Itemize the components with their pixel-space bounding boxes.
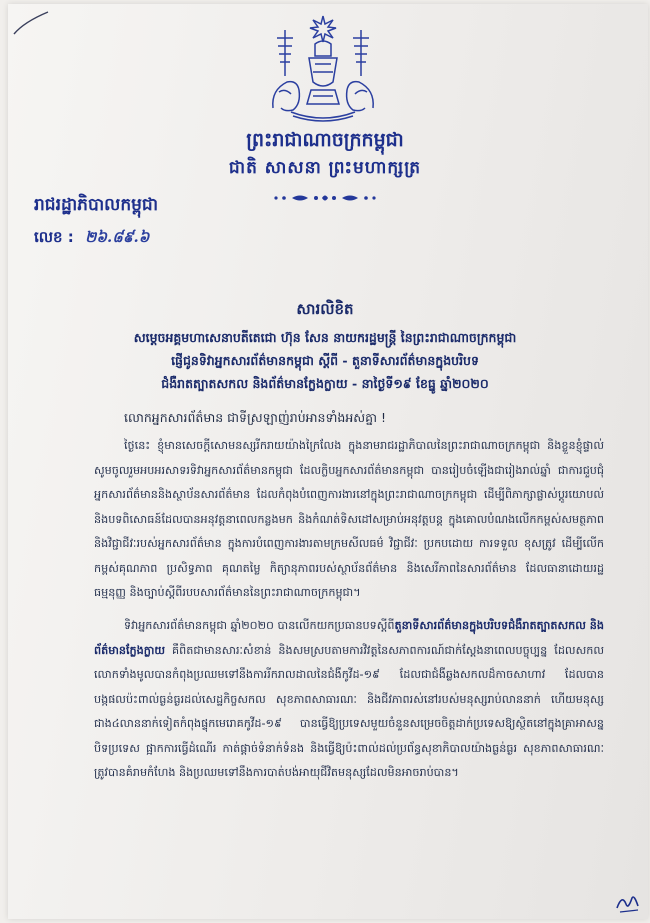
paragraph-2-start: ទិវាអ្នកសារព័ត៌មានកម្ពុជា ឆ្នាំ២០២០ បានលើកយកប្រធានបទស្តីពី <box>124 619 395 632</box>
letter-subtitle-line-3: ជំងឺរាតត្បាតសកល និងព័ត៌មានក្លែងក្លាយ - នាថ្ងៃទី១៩ ខែធ្នូ ឆ្នាំ២០២០ <box>161 376 489 391</box>
paragraph-2 <box>94 614 604 786</box>
national-motto: ជាតិ សាសនា ព្រះមហាក្សត្រ <box>228 158 422 178</box>
letter-title: សារលិខិត <box>296 300 354 318</box>
reference-line <box>34 228 149 250</box>
kingdom-heading: ព្រះរាជាណាចក្រកម្ពុជា <box>246 129 404 151</box>
reference-number: ២៦.៨៩.៦ <box>85 228 150 246</box>
paragraph-2-topic: តួនាទីសារព័ត៌មានក្នុងបរិបទជំងឺរាតត្បាតសកល និងព័ត៌មានក្លែងក្លាយ <box>94 619 604 657</box>
pen-mark-icon <box>12 8 52 36</box>
decorative-divider-icon <box>270 191 380 205</box>
letter-subtitle-line-2: ផ្ញើជូនទិវាអ្នកសារព័ត៌មានកម្ពុជា ស្តីពី - តួនាទីសារព័ត៌មានក្នុងបរិបទ <box>171 353 479 368</box>
royal-coat-of-arms-icon <box>263 12 383 124</box>
reference-label: លេខ : <box>34 228 74 246</box>
salutation: លោកអ្នកសារព័ត៌មាន ជាទីស្រឡាញ់រាប់អានទាំងអស់គ្នា ! <box>124 410 387 425</box>
paragraph-1: ថ្ងៃនេះ ខ្ញុំមានសេចក្តីសោមនស្សរីករាយយ៉ាងក្រៃលែង ក្នុងនាមរាជរដ្ឋាភិបាលនៃព្រះរាជាណាចក្រកម្ពុជា និងខ្លួនខ្ញុំផ្ទាល់ សូមចូលរួមអបអរសាទរទិវាអ្នកសារព័ត៌មានកម្ពុជា ដែលក្លិបអ្នកសារព័ត៌មានកម្ពុជា បានរៀបចំឡើងជារៀងរាល់ឆ្នាំ ជាការជួបជុំអ្នកសារព័ត៌មាននិងស្ថាប័នសារព័ត៌មាន ដែលកំពុងបំពេញការងារនៅក្នុងព្រះរាជាណាចក្រកម្ពុជា ដើម្បីពិភាក្សាផ្លាស់ប្តូរយោបល់ និងបទពិសោធន៍ដែលបានអនុវត្តនាពេលកន្លងមក និងកំណត់ទិសដៅសម្រាប់អនុវត្តបន្ត ក្នុងគោលបំណងលើកកម្ពស់សមត្ថភាពនិងវិជ្ជាជីវៈរបស់អ្នកសារព័ត៌មាន ក្នុងការបំពេញការងារតាមក្រមសីលធម៌ វិជ្ជាជីវៈ ប្រកបដោយ ការទទួល ខុសត្រូវ ដើម្បីលើកកម្ពស់គុណភាព ប្រសិទ្ធភាព គុណតម្លៃ កិត្យានុភាពរបស់ស្ថាប័នព័ត៌មាន និងសេរីភាពនៃសារព័ត៌មាន ដែលធានាដោយរដ្ឋធម្មនុញ្ញ និងច្បាប់ស្តីពីរបបសារព័ត៌មាននៃព្រះរាជាណាចក្រកម្ពុជា។ <box>94 439 604 599</box>
letter-subtitle-line-1: សម្តេចអគ្គមហាសេនាបតីតេជោ ហ៊ុន សែន នាយករដ្ឋមន្ត្រី នៃព្រះរាជាណាចក្រកម្ពុជា <box>133 330 517 345</box>
paragraph-2-rest: គឺពិតជាមានសារៈសំខាន់ និងសមស្របតាមការវិវត្តនៃសភាពការណ៍ជាក់ស្តែងនាពេលបច្ចុប្បន្ន ដែលសកលលោកទាំងមូលបានកំពុងប្រឈមទៅនឹងការរីករាលដាលនៃជំងឺកូវីដ-១៩ ដែលជាជំងឺឆ្លងសកលដ៏កាចសាហាវ ដែលបានបង្កផលប៉ះពាល់ធ្ងន់ធ្ងរដល់សេដ្ឋកិច្ចសកល សុខភាពសាធារណៈ និងជីវភាពរស់នៅរបស់មនុស្សរាប់លាននាក់ ហើយមនុស្សជាង៤លាននាក់ទៀតកំពុងផ្ទុកមេរោគកូវីដ-១៩ បានធ្វើឱ្យប្រទេសមួយចំនួនសម្រេចចិត្តដាក់ប្រទេសឱ្យស្ថិតនៅក្នុងគ្រាអាសន្ន បិទប្រទេស ផ្អាកការធ្វើដំណើរ កាត់ផ្តាច់ទំនាក់ទំនង និងធ្វើឱ្យប៉ះពាល់ដល់ប្រព័ន្ធសុខាភិបាលយ៉ាងធ្ងន់ធ្ងរ សុខភាពសាធារណៈត្រូវបានគំរាមកំហែង និងប្រឈមទៅនឹងការបាត់បង់អាយុជីវិតមនុស្សដែលមិនអាចរាប់បាន។ <box>94 643 604 779</box>
signature-mark-icon <box>614 890 642 914</box>
government-name: រាជរដ្ឋាភិបាលកម្ពុជា <box>34 195 159 215</box>
